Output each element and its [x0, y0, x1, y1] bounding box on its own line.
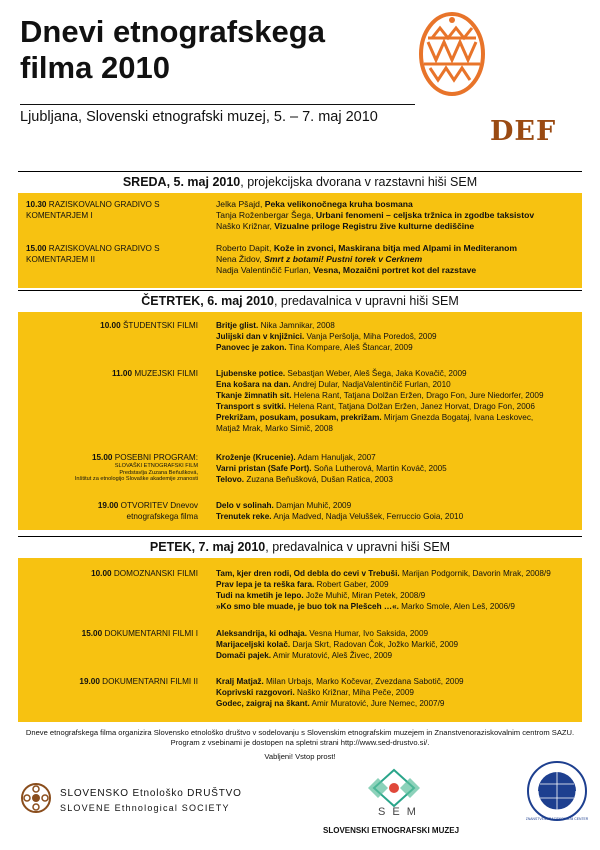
- day-header-wednesday: SREDA, 5. maj 2010, projekcijska dvorana v razstavni hiši SEM: [18, 171, 582, 193]
- page-title: [20, 14, 325, 86]
- program-item: Trenutek reke. Anja Madved, Nadja Veluššek, Ferruccio Goia, 2010: [216, 512, 464, 521]
- program-item: Naško Križnar, Vizualne priloge Registru žive kulturne dediščine: [216, 221, 475, 231]
- program-item: Transport s svitki. Helena Rant, Tatjana Dolžan Eržen, Janez Horvat, Drago Fon, 2006: [216, 402, 535, 411]
- program-item: Ljubenske potice. Sebastjan Weber, Aleš Šega, Jaka Kovačič, 2009: [216, 369, 467, 378]
- program-item: Koprivski razgovori. Naško Križnar, Miha Peče, 2009: [216, 688, 414, 697]
- program-item: Domači pajek. Amir Muratović, Aleš Živec, 2009: [216, 651, 393, 660]
- program-item: Aleksandrija, ki odhaja. Vesna Humar, Ivo Saksida, 2009: [216, 629, 429, 638]
- program-item: Tam, kjer dren rodi, Od debla do cevi v Trebuši. Marijan Podgornik, Davorin Mrak, 2008/9: [216, 569, 551, 578]
- society-logo-text: SLOVENSKO Etnološko DRUŠTVO SLOVENE Ethnological SOCIETY: [60, 788, 242, 813]
- decorated-egg-icon: [418, 8, 486, 96]
- program-item: Kralj Matjaž. Milan Urbajs, Marko Kočevar, Zvezdana Sabotič, 2009: [216, 677, 464, 686]
- program-item: Marijaceljski kolač. Darja Skrt, Radovan Čok, Jožko Markič, 2009: [216, 640, 459, 649]
- program-item: Jelka Pšajd, Peka velikonočnega kruha bosmana: [216, 199, 413, 209]
- program-item: Prav lepa je ta reška fara. Robert Gaber, 2009: [216, 580, 389, 589]
- program-item: Godec, zaigraj na škant. Amir Muratović, Jure Nemec, 2007/9: [216, 699, 445, 708]
- footer-organizer-note: Dneve etnografskega filma organizira Slovensko etnološko društvo v sodelovanju s Slovenskim etnografskim muzejem in Znanstvenoraziskovalnim centrom SAZU. Program z vsebinami je dostopen na spletni strani http://www.sed-drustvo.si/.: [25, 728, 575, 747]
- program-item: Telovo. Zuzana Beňušková, Dušan Ratica, 2003: [216, 475, 393, 484]
- program-item: Nena Židov, Smrt z botami! Pustni torek v Cerknem: [216, 254, 423, 264]
- program-item: Prekrižam, posukam, posukam, prekrižam. Mirjam Gnezda Bogataj, Ivana Leskovec,: [216, 413, 534, 422]
- day-block-wednesday: 10.30 RAZISKOVALNO GRADIVO S KOMENTARJEM I Jelka Pšajd, Peka velikonočnega kruha bosmana Tanja Roženbergar Šega, Urbani fenomeni – celjska tržnica in zgodbe taksistov Naško Križnar, Vizualne priloge Registru žive kulturne dediščine 15.00 RAZISKOVALNO GRADIVO S KOMENTARJEM II Roberto Dapit, Kože in zvonci, Maskirana bitja med Alpami in Mediteranom Nena Židov, Smrt z botami! Pustni torek v Cerknem Nadja Valentinčič Furlan, Vesna, Mozaični portret kot del razstave: [18, 193, 582, 288]
- society-emblem-icon: [20, 782, 52, 814]
- program-item: »Ko smo ble muade, je buo tok na Plešceh …«. Marko Smole, Alen Leš, 2006/9: [216, 602, 515, 611]
- program-item: Varni pristan (Safe Port). Soňa Lutherová, Martin Kováč, 2005: [216, 464, 447, 473]
- program-item: Tkanje žimnatih sit. Helena Rant, Tatjana Dolžan Eržen, Drago Fon, Jure Niedorfer, 2009: [216, 391, 544, 400]
- program-item: Matjaž Mrak, Marko Simič, 2008: [216, 424, 333, 433]
- program-item: Delo v solinah. Damjan Muhič, 2009: [216, 501, 352, 510]
- research-centre-globe-icon: [526, 760, 588, 822]
- program-item: Panovec je zakon. Tina Kompare, Aleš Štancar, 2009: [216, 343, 413, 352]
- def-logo: DEF: [490, 116, 557, 147]
- sem-museum-name: SLOVENSKI ETNOGRAFSKI MUZEJ: [323, 826, 460, 835]
- program-item: Britje glist. Nika Jamnikar, 2008: [216, 321, 335, 330]
- program-item: Roberto Dapit, Kože in zvonci, Maskirana bitja med Alpami in Mediteranom: [216, 243, 518, 253]
- footer-invite: Vabljeni! Vstop prost!: [264, 752, 336, 761]
- program-item: Tanja Roženbergar Šega, Urbani fenomeni – celjska tržnica in zgodbe taksistov: [216, 210, 535, 220]
- day-block-thursday: 10.00 ŠTUDENTSKI FILMI Britje glist. Nika Jamnikar, 2008 Julijski dan v knjižnici. Vanja Peršolja, Miha Poredoš, 2009 Panovec je zakon. Tina Kompare, Aleš Štancar, 2009 11.00 MUZEJSKI FILMI Ljubenske potice. Sebastjan Weber, Aleš Šega, Jaka Kovačič, 2009 Ena košara na dan. Andrej Dular, NadjaValentinčič Furlan, 2010 Tkanje žimnatih sit. Helena Rant, Tatjana Dolžan Eržen, Drago Fon, Jure Niedorfer, 2009 Transport s svitki. Helena Rant, Tatjana Dolžan Eržen, Janez Horvat, Drago Fon, 2006 Prekrižam, posukam, posukam, prekrižam. Mirjam Gnezda Bogataj, Ivana Leskovec, Matjaž Mrak, Marko Simič, 2008 15.00 POSEBNI PROGRAM: SLOVAŠKI ETNOGRAFSKI FILM Predstavlja Zuzana Beňušková, Inštitut za etnologijo Slovaške akademije znanosti Kroženje (Krucenie). Adam Hanuljak, 2007 Varni pristan (Safe Port). Soňa Lutherová, Martin Kováč, 2005 Telovo. Zuzana Beňušková, Dušan Ratica, 2003 19.00 OTVORITEV Dnevov etnografskega filma Delo v solinah. Damjan Muhič, 2009 Trenutek reke. Anja Madved, Nadja Veluššek, Ferruccio Goia, 2010: [18, 312, 582, 530]
- sem-logo-icon: [362, 768, 426, 808]
- day-header-thursday: ČETRTEK, 6. maj 2010, predavalnica v upravni hiši SEM: [18, 290, 582, 312]
- title-line-1: Dnevi etnografskega: [20, 14, 325, 49]
- program-item: Tudi na kmetih je lepo. Jože Muhič, Miran Petek, 2008/9: [216, 591, 426, 600]
- title-line-2: filma 2010: [20, 50, 170, 85]
- program-item: Julijski dan v knjižnici. Vanja Peršolja, Miha Poredoš, 2009: [216, 332, 437, 341]
- subtitle: Ljubljana, Slovenski etnografski muzej, 5. – 7. maj 2010: [20, 104, 415, 125]
- sem-letters: S E M: [378, 806, 418, 818]
- program-item: Ena košara na dan. Andrej Dular, NadjaValentinčič Furlan, 2010: [216, 380, 451, 389]
- day-block-friday: 10.00 DOMOZNANSKI FILMI Tam, kjer dren rodi, Od debla do cevi v Trebuši. Marijan Podgornik, Davorin Mrak, 2008/9 Prav lepa je ta reška fara. Robert Gaber, 2009 Tudi na kmetih je lepo. Jože Muhič, Miran Petek, 2008/9 »Ko smo ble muade, je buo tok na Plešceh …«. Marko Smole, Alen Leš, 2006/9 15.00 DOKUMENTARNI FILMI I Aleksandrija, ki odhaja. Vesna Humar, Ivo Saksida, 2009 Marijaceljski kolač. Darja Skrt, Radovan Čok, Jožko Markič, 2009 Domači pajek. Amir Muratović, Aleš Živec, 2009 19.00 DOKUMENTARNI FILMI II Kralj Matjaž. Milan Urbajs, Marko Kočevar, Zvezdana Sabotič, 2009 Koprivski razgovori. Naško Križnar, Miha Peče, 2009 Godec, zaigraj na škant. Amir Muratović, Jure Nemec, 2007/9: [18, 558, 582, 722]
- day-header-friday: PETEK, 7. maj 2010, predavalnica v upravni hiši SEM: [18, 536, 582, 558]
- program-item: Nadja Valentinčič Furlan, Vesna, Mozaični portret kot del razstave: [216, 265, 477, 275]
- svg-text:ZNANSTVENORAZISKOVALNI CENTER: ZNANSTVENORAZISKOVALNI CENTER: [526, 817, 588, 821]
- program-item: Kroženje (Krucenie). Adam Hanuljak, 2007: [216, 453, 376, 462]
